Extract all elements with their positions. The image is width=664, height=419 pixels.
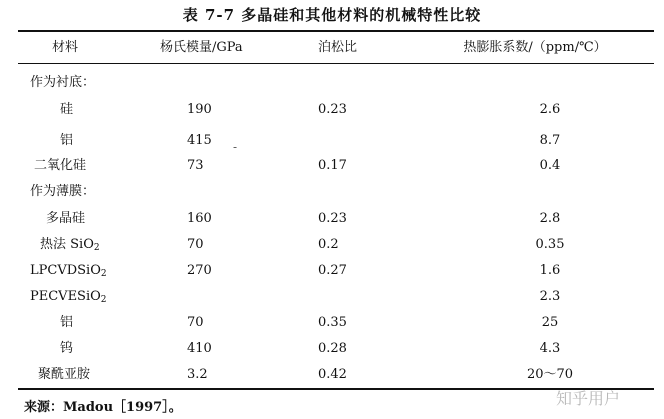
- table-row-material: 铝: [60, 133, 74, 148]
- table-row-pr: 0.28: [318, 341, 347, 356]
- header-material: 材料: [52, 40, 79, 55]
- table-row-pr: 0.2: [318, 237, 339, 252]
- table-row-ym: 160: [187, 211, 212, 226]
- table-row-ym: 415: [187, 133, 212, 148]
- table-row-ym: 270: [187, 263, 212, 278]
- table-row-te: 1.6: [539, 263, 561, 278]
- table-row-material: 二氧化硅: [34, 158, 87, 173]
- table-row-te: 20～70: [526, 367, 574, 382]
- table-row-material: LPCVDSiO$_2$: [30, 263, 107, 279]
- table-row-pr: 0.17: [318, 158, 347, 173]
- table-row-ym: 190: [187, 102, 212, 117]
- table-row-material: 热法 SiO$_2$: [40, 237, 100, 253]
- header-thermal-expansion: 热膨胀系数/（ppm/℃）: [463, 40, 607, 55]
- table-row-material: 聚酰亚胺: [38, 367, 91, 382]
- table-row-material: PECVESiO$_2$: [30, 289, 107, 305]
- table-row-pr: 0.27: [318, 263, 347, 278]
- watermark: 知乎用户: [556, 389, 621, 408]
- table-row-pr: 0.35: [318, 315, 347, 330]
- table-row-te: 4.3: [539, 341, 561, 356]
- source-note: 来源：Madou［1997］。: [24, 400, 182, 415]
- table-row-ym: 70: [187, 237, 204, 252]
- table-row-te: 0.4: [539, 158, 561, 173]
- table-row-ym: 73: [187, 158, 204, 173]
- table-row-material: 多晶硅: [46, 211, 86, 226]
- header-youngs-modulus: 杨氏模量/GPa: [160, 40, 243, 55]
- table-row-material: 钨: [60, 341, 74, 356]
- table-row-ym: 3.2: [187, 367, 208, 382]
- top-rule: [18, 30, 654, 32]
- table-row-ym: 70: [187, 315, 204, 330]
- category-label: 作为衬底：: [30, 75, 96, 90]
- table-row-te: 8.7: [539, 133, 561, 148]
- header-rule: [18, 63, 654, 64]
- table-row-ym: 410: [187, 341, 212, 356]
- table-row-te: 2.8: [539, 211, 561, 226]
- table-row-te: 2.3: [539, 289, 561, 304]
- stray-mark: -: [233, 140, 238, 154]
- table-row-te: 0.35: [535, 237, 565, 252]
- table-row-pr: 0.42: [318, 367, 347, 382]
- table-row-te: 2.6: [539, 102, 561, 117]
- table-title: 表 7-7 多晶硅和其他材料的机械特性比较: [182, 6, 482, 24]
- table-row-material: 硅: [60, 102, 74, 117]
- category-label: 作为薄膜：: [30, 184, 96, 199]
- table-row-pr: 0.23: [318, 102, 347, 117]
- table-row-pr: 0.23: [318, 211, 347, 226]
- header-poisson-ratio: 泊松比: [318, 40, 358, 55]
- table-row-material: 铝: [60, 315, 74, 330]
- table-row-te: 25: [541, 315, 559, 330]
